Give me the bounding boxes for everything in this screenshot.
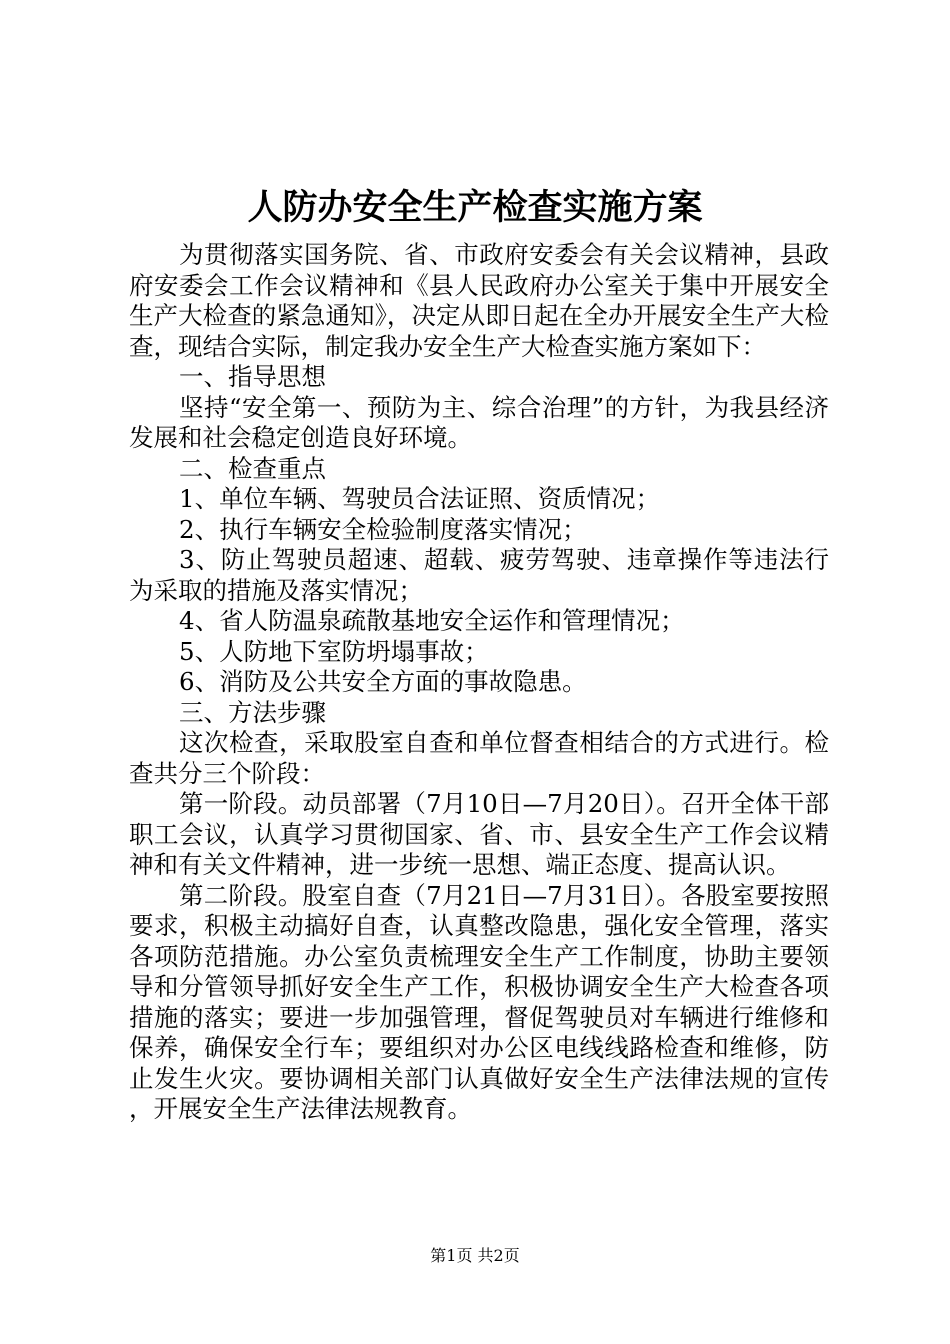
- focus-item-5: 5、人防地下室防坍塌事故；: [179, 636, 489, 666]
- focus-item-3: 3、防止驾驶员超速、超载、疲劳驾驶、违章操作等违法行为采取的措施及落实情况；: [129, 545, 829, 605]
- guiding-thought-paragraph: 坚持“安全第一、预防为主、综合治理”的方针，为我县经济发展和社会稳定创造良好环境。: [129, 392, 829, 452]
- stage-two-paragraph: 第二阶段。股室自查（7月21日—7月31日）。各股室要按照要求，积极主动搞好自查，认真整改隐患，强化安全管理，落实各项防范措施。办公室负责梳理安全生产工作制度，协助主要领导和分管领导抓好安全生产工作，积极协调安全生产大检查各项措施的落实；要进一步加强管理，督促驾驶员对车辆进行维修和保养，确保安全行车；要组织对办公区电线线路检查和维修，防止发生火灾。要协调相关部门认真做好安全生产法律法规的宣传，开展安全生产法律法规教育。: [129, 880, 829, 1123]
- methods-paragraph: 这次检查，采取股室自查和单位督查相结合的方式进行。检查共分三个阶段：: [129, 728, 829, 788]
- focus-item-6: 6、消防及公共安全方面的事故隐患。: [179, 667, 587, 696]
- document-title: 人防办安全生产检查实施方案: [247, 187, 703, 228]
- stage-one-paragraph: 第一阶段。动员部署（7月10日—7月20日）。召开全体干部职工会议，认真学习贯彻国家、省、市、县安全生产工作会议精神和有关文件精神，进一步统一思想、端正态度、提高认识。: [129, 789, 829, 879]
- section-heading-inspection-focus: 二、检查重点: [179, 453, 326, 483]
- focus-item-2: 2、执行车辆安全检验制度落实情况；: [179, 514, 587, 544]
- intro-paragraph: 为贯彻落实国务院、省、市政府安委会有关会议精神，县政府安委会工作会议精神和《县人民政府办公室关于集中开展安全生产大检查的紧急通知》，决定从即日起在全办开展安全生产大检查，现结合实际，制定我办安全生产大检查实施方案如下：: [129, 240, 829, 361]
- section-heading-guiding-thought: 一、指导思想: [179, 362, 326, 391]
- focus-item-4: 4、省人防温泉疏散基地安全运作和管理情况；: [179, 606, 685, 635]
- focus-item-1: 1、单位车辆、驾驶员合法证照、资质情况；: [179, 484, 661, 513]
- section-heading-methods: 三、方法步骤: [179, 697, 326, 727]
- page-footer: 第1页 共2页: [430, 1246, 520, 1265]
- document-body: [129, 240, 829, 1125]
